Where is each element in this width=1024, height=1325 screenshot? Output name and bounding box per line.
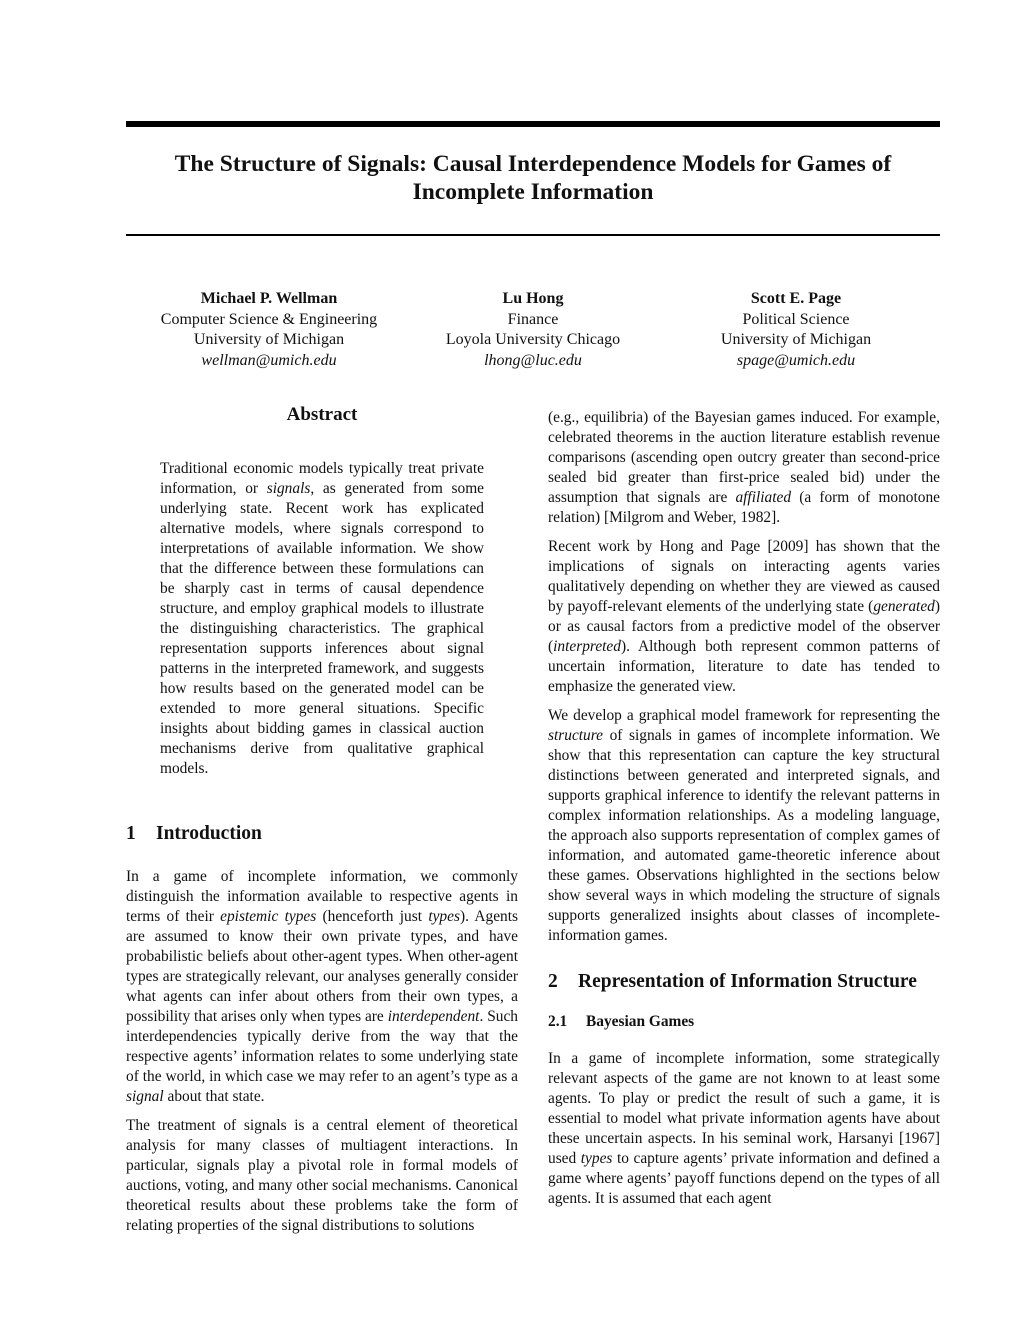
paragraph: Recent work by Hong and Page [2009] has shown that the implications of signals on interacting agents varies qualitatively depending on whether they are viewed as caused by payoff-relevant elements of the underlying state (generated) or as causal factors from a predictive model of the observer (interpreted). Although both represent common patterns of uncertain information, literature to date has tended to emphasize the generated view. (548, 538, 940, 695)
author-name: Lu Hong (502, 290, 564, 307)
author-dept: Finance (507, 310, 559, 328)
title-line-2: Incomplete Information (412, 179, 654, 205)
section-title: Representation of Information Structure (578, 971, 917, 992)
author-email: wellman@umich.edu (201, 351, 337, 369)
subsection-number: 2.1 (548, 1013, 568, 1030)
abstract-text: Traditional economic models typically treat private information, or (160, 460, 484, 497)
author-3 (646, 289, 946, 371)
section-heading (126, 824, 518, 844)
paragraph: In a game of incomplete information, some strategically relevant aspects of the game are not known to at least some agents. To play or predict the result of such a game, it is essential to model what private information agents have about these uncertain aspects. In his seminal work, Harsanyi [1967] used types to capture agents’ private information and defined a game where agents’ payoff functions depend on the types of all agents. It is assumed that each agent (548, 1050, 941, 1207)
section-number: 1 (126, 823, 136, 844)
section-title: Introduction (156, 823, 262, 844)
paragraph: (e.g., equilibria) of the Bayesian games induced. For example, celebrated theorems in the auction literature establish revenue comparisons (ascending open outcry greater than second-price sealed bid greater than first-price sealed bid) under the assumption that signals are affiliated (a form of monotone relation) [Milgrom and Weber, 1982]. (548, 409, 940, 526)
author-1 (119, 289, 419, 371)
title-bottom-rule (126, 234, 940, 236)
title-top-rule (126, 121, 940, 127)
author-dept: Computer Science & Engineering (160, 310, 378, 328)
abstract-emphasis: signals (266, 480, 311, 497)
subsection-heading (548, 1012, 940, 1032)
paragraph: We develop a graphical model framework for representing the structure of signals in games of incomplete information. We show that this representation can capture the key structural distinctions between generated and interpreted signals, and supports graphical inference to identify the relevant patterns in complex information relationships. As a modeling language, the approach also supports representation of complex games of information, and automated game-theoretic inference about these games. Observations highlighted in the sections below show several ways in which modeling the structure of signals supports generalized insights about classes of incomplete-information games. (548, 707, 940, 944)
author-dept: Political Science (742, 310, 850, 328)
abstract-text: , as generated from some underlying state. Recent work has explicated alternative models, where signals correspond to interpretations of available information. We show that the difference between these formulations can be sharply cast in terms of causal dependence structure, and employ graphical models to illustrate the distinguishing characteristics. The graphical representation supports inferences about signal patterns in the interpreted framework, and suggests how results based on the generated model can be extended to more general situations. Specific insights about bidding games in classical auction mechanisms derive from qualitative graphical models. (160, 480, 484, 777)
subsection-title: Bayesian Games (586, 1013, 695, 1030)
author-org: University of Michigan (720, 331, 872, 348)
title-line-1: The Structure of Signals: Causal Interdependence Models for Games of (174, 151, 892, 177)
paragraph: The treatment of signals is a central element of theoretical analysis for many classes of multiagent interactions. In particular, signals play a pivotal role in formal models of auctions, voting, and many other social mechanisms. Canonical theoretical results about these problems take the form of relating properties of the signal distributions to solutions (126, 1117, 518, 1234)
right-column (548, 408, 940, 1209)
abstract-body (160, 459, 484, 779)
section-number: 2 (548, 971, 558, 992)
author-org: Loyola University Chicago (445, 331, 621, 348)
author-2 (383, 289, 683, 371)
abstract-heading: Abstract (286, 404, 358, 425)
intro-section (126, 824, 518, 1236)
author-org: University of Michigan (193, 331, 345, 348)
author-email: spage@umich.edu (736, 351, 856, 369)
author-name: Scott E. Page (750, 290, 842, 307)
author-email: lhong@luc.edu (484, 351, 582, 369)
paragraph: In a game of incomplete information, we commonly distinguish the information available to respective agents in terms of their epistemic types (henceforth just types). Agents are assumed to know their own private types, and have probabilistic beliefs about other-agent types. When other-agent types are strategically relevant, our analyses generally consider what agents can infer about others from their own types, a possibility that arises only when types are interdependent. Such interdependencies typically derive from the way that the respective agents’ information relates to some underlying state of the world, in which case we may refer to an agent’s type as a signal about that state. (126, 868, 518, 1105)
section-heading (548, 972, 940, 992)
paper-title (126, 150, 940, 206)
author-name: Michael P. Wellman (200, 290, 338, 307)
